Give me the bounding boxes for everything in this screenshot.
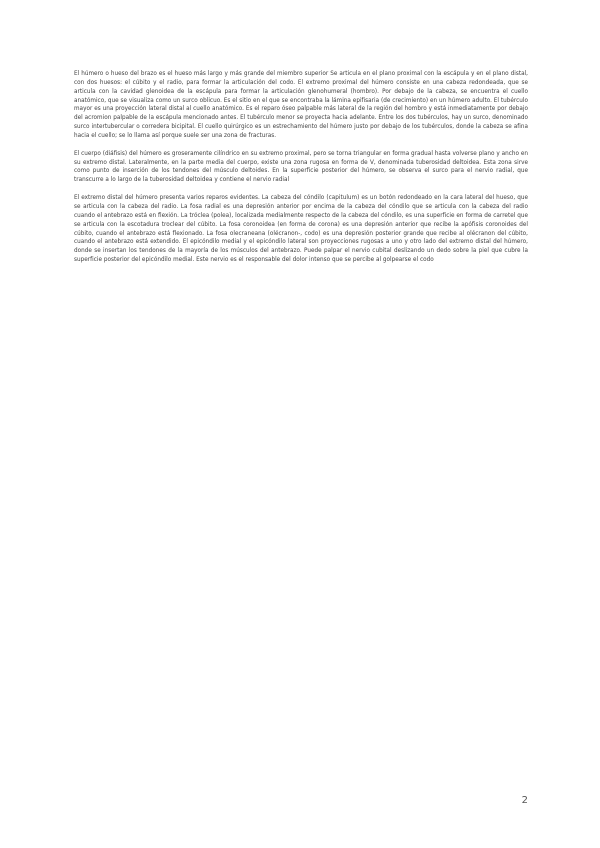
paragraph-humerus-shaft: El cuerpo (diáfisis) del húmero es groseramente cilíndrico en su extremo proximal, pero se torna triangular en forma gradual hasta volverse plano y ancho en su extremo distal. Lateralmente, en la parte media del cuerpo, existe una zona rugosa en forma de V, denominada tuberosidad deltoidea. Esta zona sirve como punto de inserción de los tendones del músculo deltoides. En la superficie posterior del húmero, se observa el surco para el nervio radial, que transcurre a lo largo de la tuberosidad deltoidea y contiene el nervio radial — [74, 150, 528, 184]
page-number: 2 — [521, 795, 528, 806]
body-text — [74, 70, 528, 274]
paragraph-distal-humerus: El extremo distal del húmero presenta varios reparos evidentes. La cabeza del cóndilo (capitulum) es un botón redondeado en la cara lateral del hueso, que se articula con la cabeza del radio. La fosa radial es una depresión anterior por encima de la cabeza del cóndilo que se articula con la cabeza del radio cuando el antebrazo está en flexión. La tróclea (polea), localizada medialmente respecto de la cabeza del cóndilo, es una superficie en forma de carretel que se articula con la escotadura troclear del cúbito. La fosa coronoidea (en forma de corona) es una depresión anterior que recibe la apófisis coronoides del cúbito, cuando el antebrazo está flexionado. La fosa olecraneana (olécranon-, codo) es una depresión posterior grande que recibe al olécranon del cúbito, cuando el antebrazo está extendido. El epicóndilo medial y el epicóndilo lateral son proyecciones rugosas a uno y otro lado del extremo distal del húmero, donde se insertan los tendones de la mayoría de los músculos del antebrazo. Puede palpar el nervio cubital deslizando un dedo sobre la piel que cubre la superficie posterior del epicóndilo medial. Este nervio es el responsable del dolor intenso que se percibe al golpearse el codo — [74, 195, 528, 264]
paragraph-proximal-humerus: El húmero o hueso del brazo es el hueso más largo y más grande del miembro superior Se articula en el plano proximal con la escápula y en el plano distal, con dos huesos: el cúbito y el radio, para formar la articulación del codo. El extremo proximal del húmero consiste en una cabeza redondeada, que se articula con la cavidad glenoidea de la escápula para formar la articulación glenohumeral (hombro). Por debajo de la cabeza, se encuentra el cuello anatómico, que se visualiza como un surco oblicuo. Es el sitio en el que se encontraba la lámina epifisaria (de crecimiento) en un húmero adulto. El tubérculo mayor es una proyección lateral distal al cuello anatómico. Es el reparo óseo palpable más lateral de la región del hombro y está inmediatamente por debajo del acromion palpable de la escápula mencionado antes. El tubérculo menor se proyecta hacia adelante. Entre los dos tubérculos, hay un surco, denominado surco intertubercular o corredera bicipital. El cuello quirúrgico es un estrechamiento del húmero justo por debajo de los tubérculos, donde la cabeza se afina hacia el cuello; se lo llama así porque suele ser una zona de fracturas. — [74, 71, 528, 139]
